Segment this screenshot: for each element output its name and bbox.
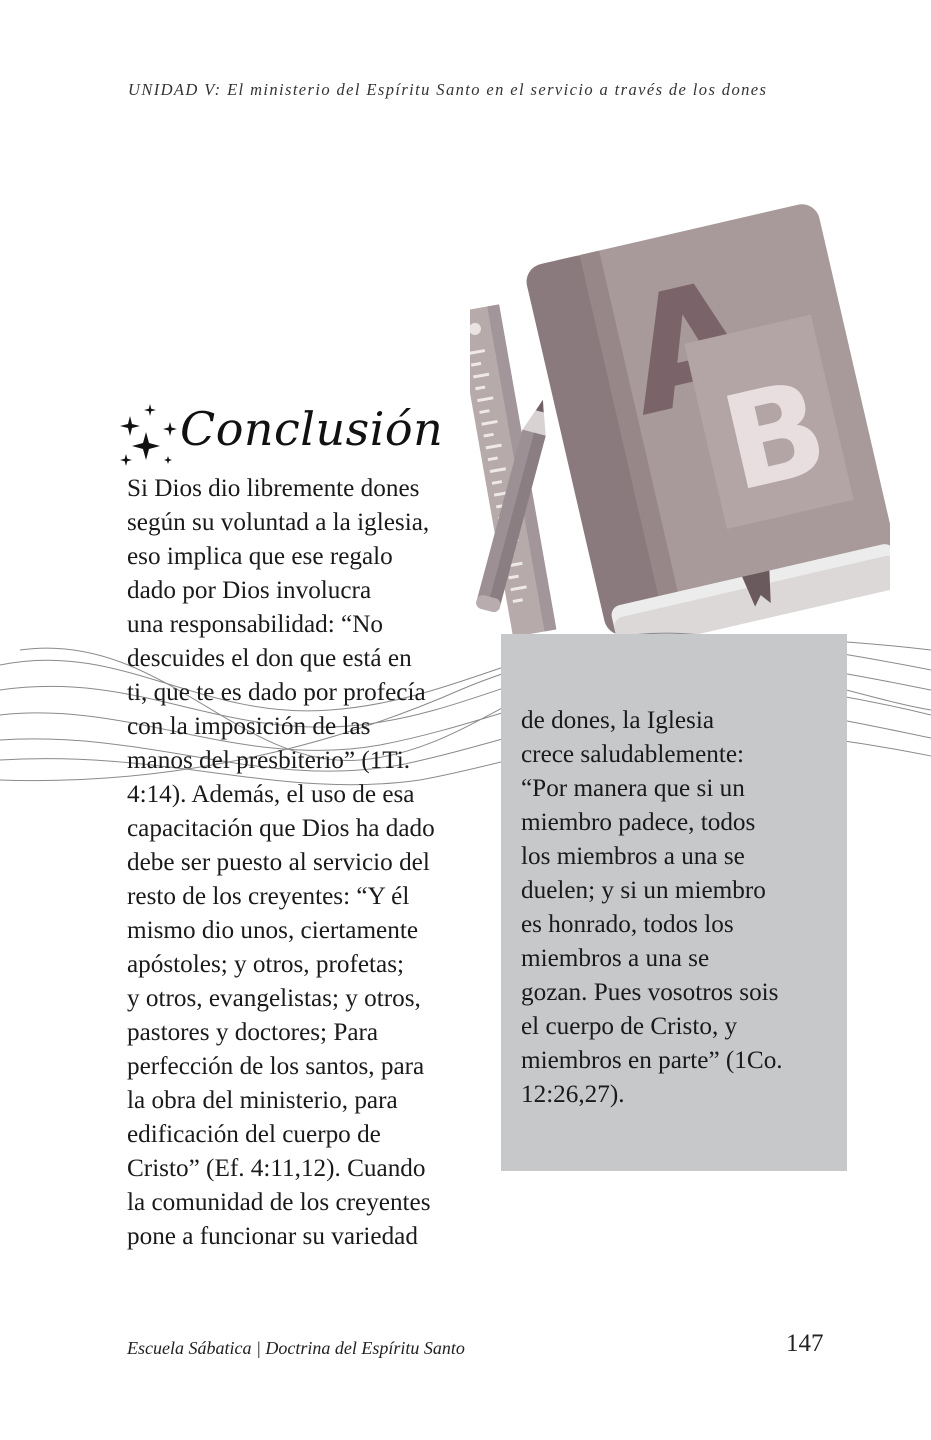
text-line: el cuerpo de Cristo, y [521,1013,738,1040]
text-line: Cristo” (Ef. 4:11,12). Cuando [127,1155,426,1182]
section-heading: Conclusión [180,402,444,456]
text-line: la comunidad de los creyentes [127,1189,431,1216]
text-line: perfección de los santos, para [127,1053,425,1080]
text-line: edificación del cuerpo de [127,1121,381,1148]
section-heading-row [116,398,456,476]
book-icon [470,200,890,640]
text-line: de dones, la Iglesia [521,707,715,734]
text-line: pastores y doctores; Para [127,1019,379,1046]
text-line: debe ser puesto al servicio del [127,849,430,876]
text-line: capacitación que Dios ha dado [127,815,435,842]
text-line: según su voluntad a la iglesia, [127,509,430,536]
text-line: miembros a una se [521,945,710,972]
svg-text:B: B [709,350,841,522]
text-line: “Por manera que si un [521,775,745,802]
text-line: miembro padece, todos [521,809,756,836]
text-line: Si Dios dio libremente dones [127,475,420,502]
text-line: pone a funcionar su variedad [127,1223,418,1250]
text-line: gozan. Pues vosotros sois [521,979,779,1006]
text-line: manos del presbiterio” (1Ti. [127,747,411,774]
text-line: la obra del ministerio, para [127,1087,398,1114]
text-line: 12:26,27). [521,1081,625,1108]
text-line: apóstoles; y otros, profetas; [127,951,405,978]
text-line: duelen; y si un miembro [521,877,766,904]
sparkles-icon [116,402,180,468]
text-line: dado por Dios involucra [127,577,372,604]
text-line: es honrado, todos los [521,911,734,938]
text-line: y otros, evangelistas; y otros, [127,985,421,1012]
text-line: con la imposición de las [127,713,371,740]
page-number: 147 [786,1330,824,1357]
text-line: los miembros a una se [521,843,745,870]
text-line: eso implica que ese regalo [127,543,393,570]
text-line: mismo dio unos, ciertamente [127,917,418,944]
footer-book-title: Escuela Sábatica | Doctrina del Espíritu Santo [127,1338,465,1358]
text-line: resto de los creyentes: “Y él [127,883,410,910]
text-line: una responsabilidad: “No [127,611,384,638]
text-line: miembros en parte” (1Co. [521,1047,783,1074]
text-line: 4:14). Además, el uso de esa [127,781,415,808]
text-line: descuides el don que está en [127,645,412,672]
running-header: UNIDAD V: El ministerio del Espíritu Santo en el servicio a través de los dones [128,80,768,99]
body-text-left-column [127,472,477,1254]
text-line: ti, que te es dado por profecía [127,679,426,706]
body-text-right-column [521,704,831,1112]
text-line: crece saludablemente: [521,741,745,768]
